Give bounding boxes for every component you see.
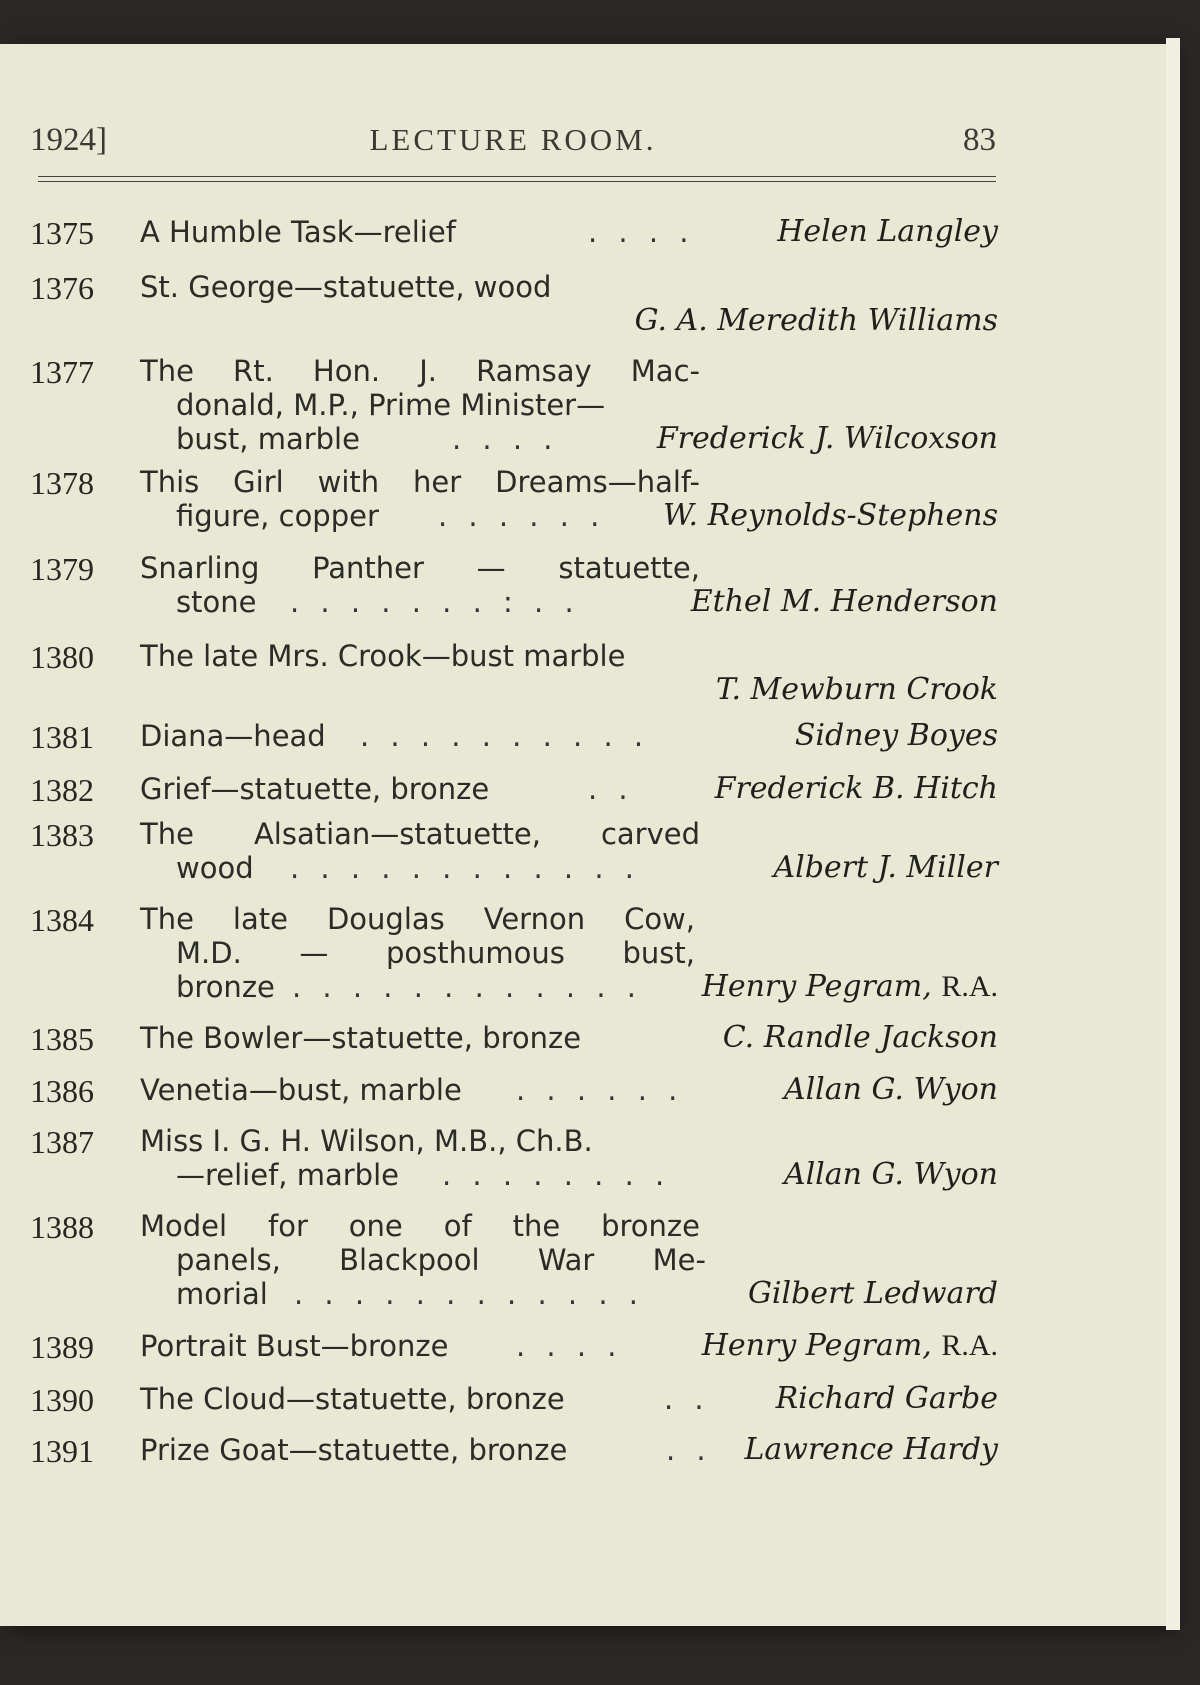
entry-title-cont: figure, copper [176,499,379,533]
leader-dots: . . . . . . [438,499,606,533]
leader-dots: . . . . . . [516,1073,684,1107]
header-title: LECTURE ROOM. [369,122,657,157]
entry-number: 1383 [30,817,94,853]
entry-title: Miss I. G. H. Wilson, M.B., Ch.B. [140,1124,593,1158]
entry-number: 1391 [30,1433,94,1469]
entry-number: 1381 [30,719,94,755]
entry-title-cont: stone [176,585,257,619]
leader-dots: . . [588,772,634,806]
leader-dots: . . . . . . . . . . . . [292,970,643,1004]
entry-artist: Helen Langley [777,214,998,249]
leader-dots: . . . . . . . . . . . . [290,851,641,885]
entry-title: Venetia—bust, marble [140,1073,462,1107]
entry-artist: Gilbert Ledward [747,1276,998,1311]
entry-title: Snarling Panther — statuette, [140,551,700,585]
entry-artist: Sidney Boyes [794,718,998,753]
entry-number: 1390 [30,1382,94,1418]
entry-title-cont: donald, M.P., Prime Minister— [176,388,606,422]
leader-dots: . . [664,1382,710,1416]
entry-number: 1380 [30,639,94,675]
entry-artist: Allan G. Wyon [783,1072,998,1107]
entry-title: The Cloud—statuette, bronze [140,1382,565,1416]
entry-title: Prize Goat—statuette, bronze [140,1433,568,1467]
entry-artist: Lawrence Hardy [744,1432,998,1467]
entry-artist: Henry Pegram, [701,969,932,1004]
entry-title: A Humble Task—relief [140,215,456,249]
entry-artist: T. Mewburn Crook [715,672,998,707]
entry-title-cont: bronze [176,970,275,1004]
entry-artist: Allan G. Wyon [783,1157,998,1192]
artist-suffix: R.A. [941,1329,998,1362]
entry-artist: W. Reynolds-Stephens [662,498,998,533]
entry-number: 1385 [30,1021,94,1057]
entry-title: Model for one of the bronze [140,1209,700,1243]
entry-title: Diana—head [140,719,326,753]
entry-artist: Richard Garbe [775,1381,998,1416]
leader-dots: . . . . . . . . [442,1158,671,1192]
leader-dots: . . [666,1433,712,1467]
entry-title-cont: bust, marble [176,422,360,456]
entry-title-cont: morial [176,1277,268,1311]
leader-dots: . . . . [516,1329,623,1363]
header-year: 1924] [30,122,107,158]
leader-dots: . . . . . . . : . . [290,585,580,619]
entry-number: 1377 [30,354,94,390]
entry-artist: Ethel M. Henderson [690,584,998,619]
entry-artist: Frederick B. Hitch [714,771,998,806]
leader-dots: . . . . . . . . . . . . [294,1277,645,1311]
entry-title: This Girl with her Dreams—half- [140,465,700,499]
entry-title: The late Mrs. Crook—bust marble [140,639,626,673]
page-number: 83 [963,122,996,158]
entry-title-cont: wood [176,851,254,885]
entry-number: 1382 [30,772,94,808]
entry-artist: C. Randle Jackson [722,1020,998,1055]
page-edge [1166,38,1180,1630]
entry-title: The Alsatian—statuette, carved [140,817,700,851]
leader-dots: . . . . . . . . . . [360,719,650,753]
entry-number: 1376 [30,270,94,306]
entry-number: 1375 [30,215,94,251]
entry-title-cont: M.D. — posthumous bust, [176,936,695,970]
entry-artist: G. A. Meredith Williams [634,303,998,338]
entry-title: Grief—statuette, bronze [140,772,490,806]
entry-artist: Albert J. Miller [773,850,998,885]
leader-dots: . . . . [588,215,695,249]
entry-title: The Rt. Hon. J. Ramsay Mac- [140,354,700,388]
entry-title: St. George—statuette, wood [140,270,552,304]
entry-title-cont: panels, Blackpool War Me- [176,1243,706,1277]
entry-number: 1384 [30,902,94,938]
entry-number: 1378 [30,465,94,501]
artist-suffix: R.A. [941,970,998,1003]
entry-title-cont: —relief, marble [176,1158,399,1192]
leader-dots: . . . . [452,422,559,456]
entry-title: The late Douglas Vernon Cow, [140,902,695,936]
entry-number: 1387 [30,1124,94,1160]
entry-artist: Henry Pegram, [701,1328,932,1363]
entry-number: 1386 [30,1073,94,1109]
entry-title: The Bowler—statuette, bronze [140,1021,582,1055]
entry-artist: Frederick J. Wilcoxson [656,421,998,456]
entry-number: 1379 [30,551,94,587]
entry-number: 1388 [30,1209,94,1245]
entry-number: 1389 [30,1329,94,1365]
entry-title: Portrait Bust—bronze [140,1329,449,1363]
